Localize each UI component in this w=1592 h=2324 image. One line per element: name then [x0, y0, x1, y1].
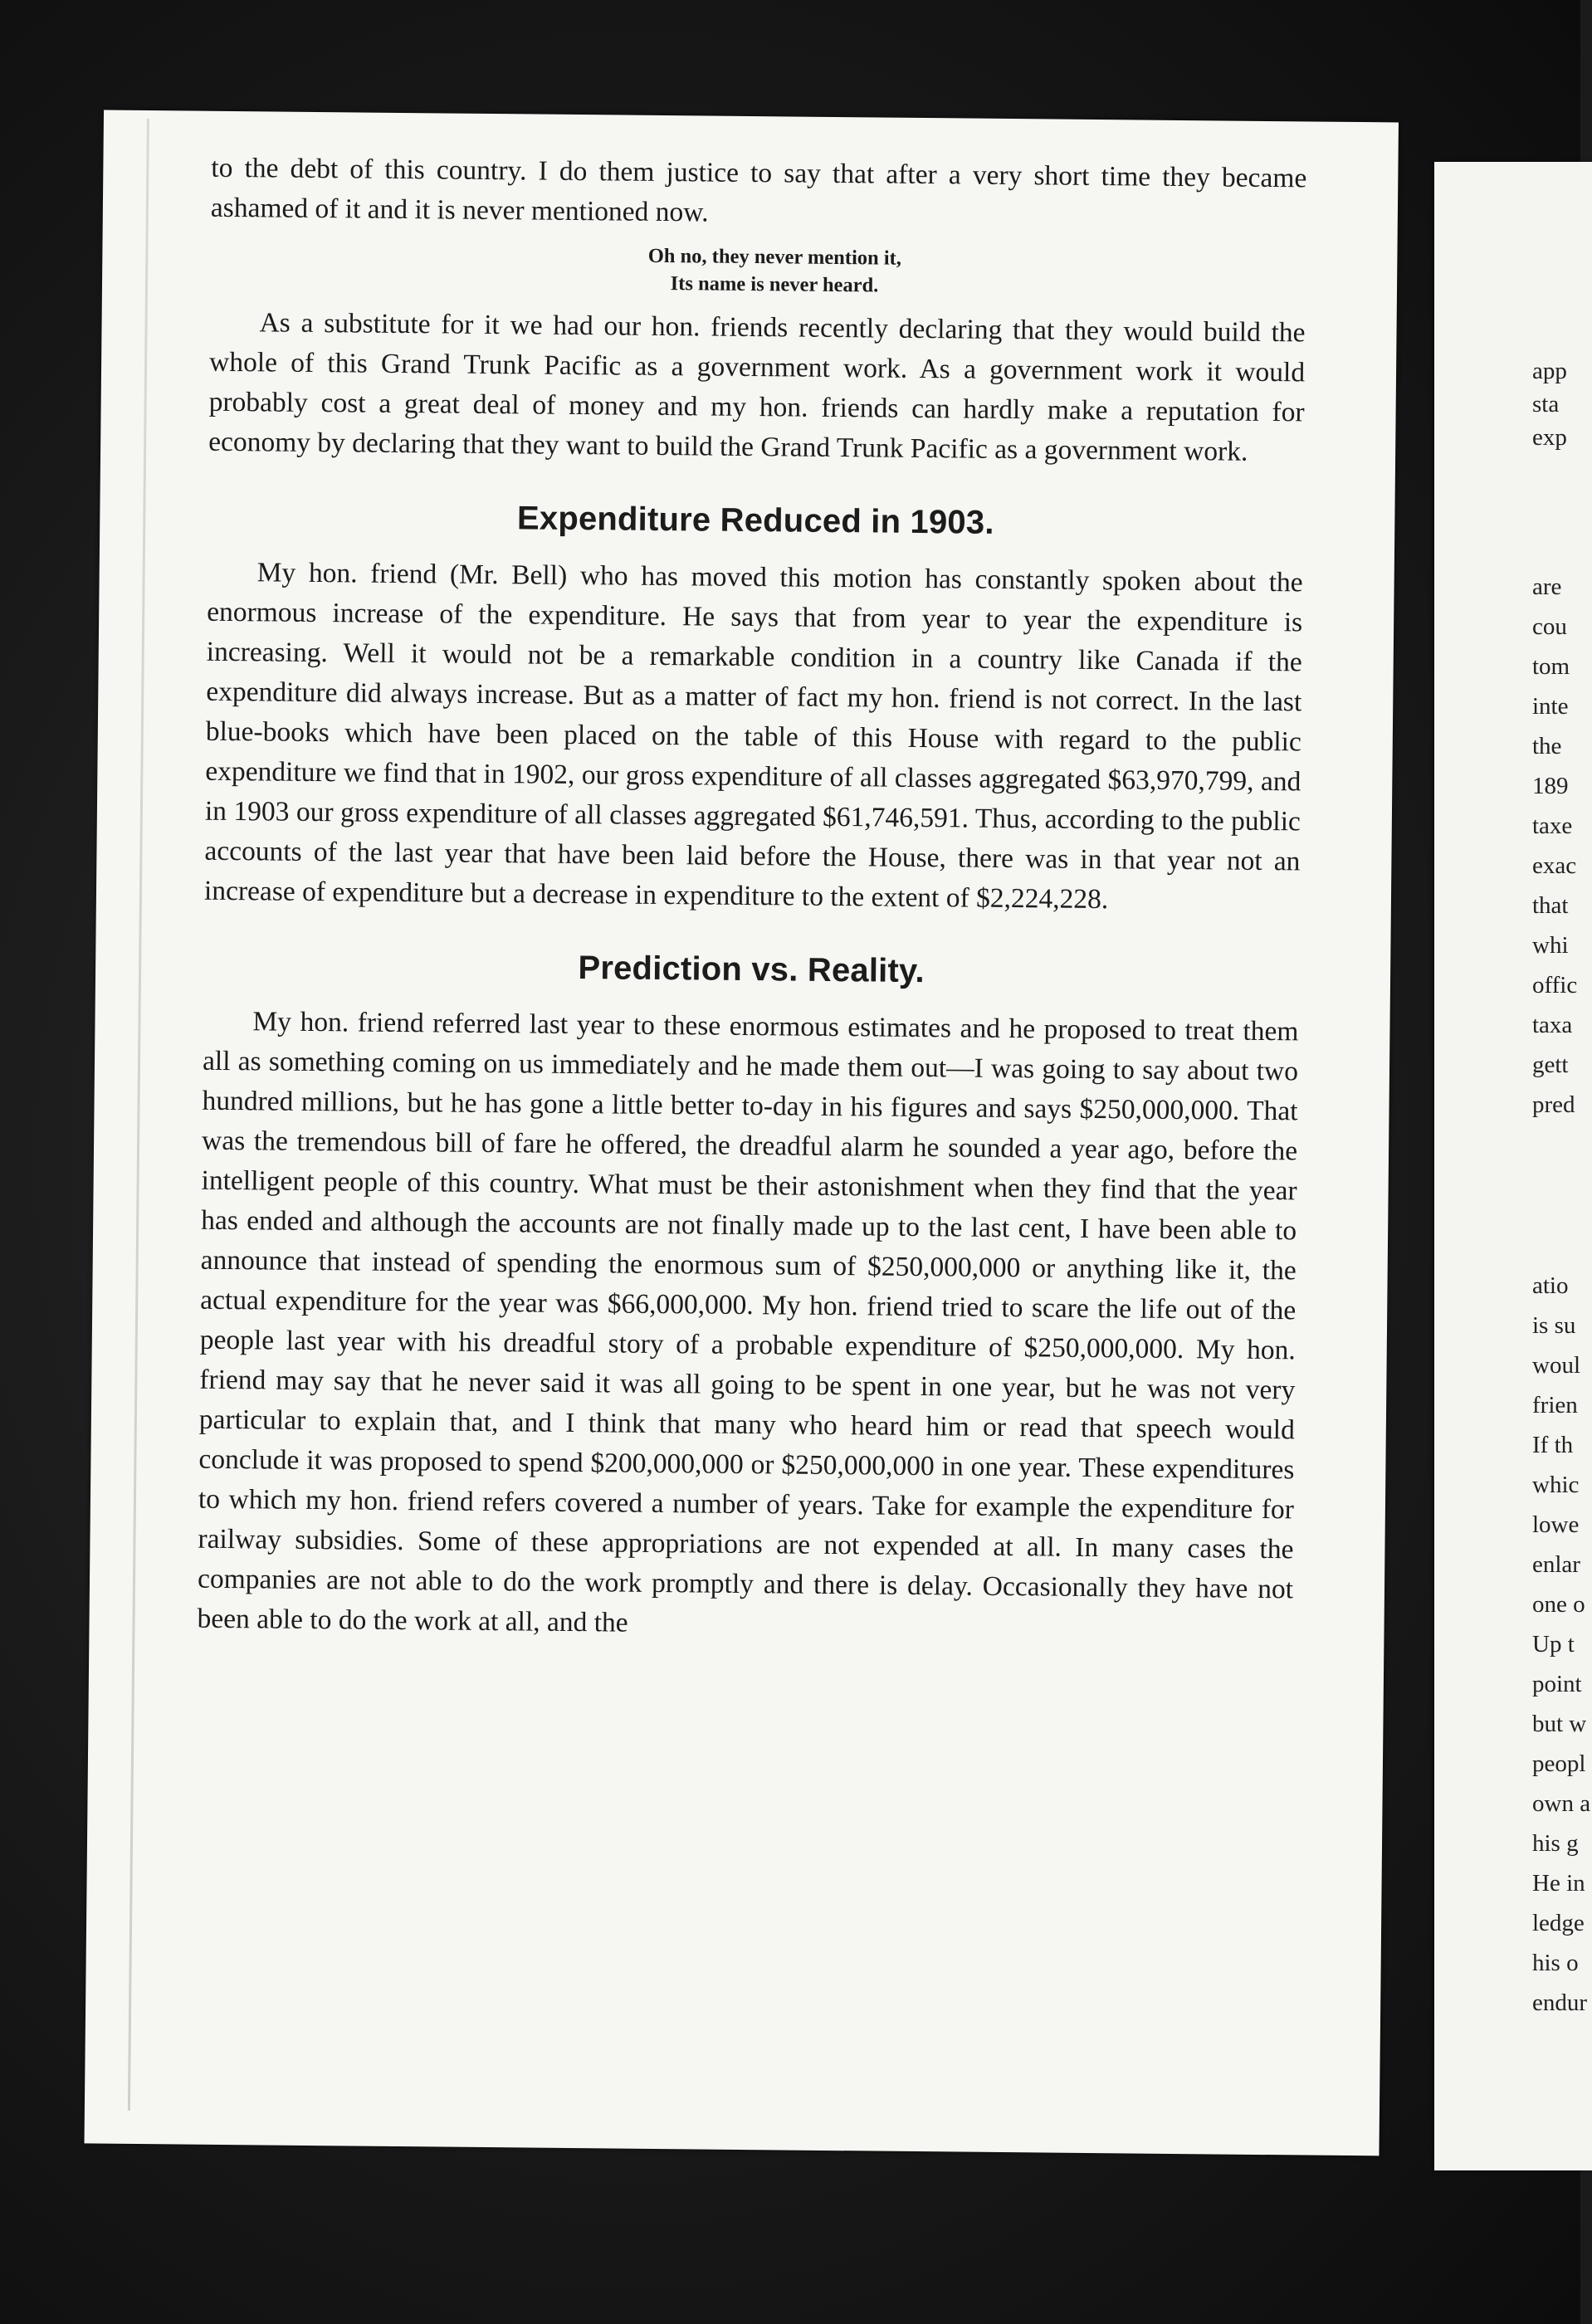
paragraph: My hon. friend (Mr. Bell) who has moved this motion has constantly spoken about the enormous increase of the expenditure. He says that from year to year the expenditure is increasing. Well it would not be a remarkable condition in a country like Canada if the expenditure did always increase. But as a matter of fact my hon. friend is not correct. In the last blue-books which have been placed on the table of this House with regard to the public expenditure we find that in 1902, our gross expenditure of all classes aggregated $63,970,799, and in 1903 our gross expenditure of all classes aggregated $61,746,591. Thus, according to the public accounts of the last year that have been laid before the House, there was in that year not an increase of expenditure but a decrease in expenditure to the extent of $2,224,228.: [203, 557, 1303, 915]
document-page: [85, 110, 1399, 2156]
facing-page-fragment: the: [1532, 733, 1562, 759]
facing-page-fragment: his o: [1532, 1950, 1579, 1976]
verse-line: Oh no, they never mention it,: [647, 244, 902, 270]
facing-page-fragment: sta: [1532, 391, 1560, 417]
facing-page-fragment: tom: [1532, 653, 1570, 680]
facing-page-fragment: 189: [1532, 773, 1569, 799]
facing-page-fragment: his g: [1532, 1830, 1579, 1857]
facing-page-fragment: one o: [1532, 1591, 1585, 1618]
facing-page-fragment: are: [1532, 574, 1562, 600]
facing-page-fragment: ledge: [1532, 1910, 1585, 1936]
page-content: [197, 149, 1306, 1650]
paragraph: My hon. friend referred last year to these enormous estimates and he proposed to treat them all as something coming on us immediately and he made them out—I was going to say about two hundred millions, but he has gone a little better to-day in his figures and says $250,000,000. That was the tremendous bill of fare he offered, the dreadful alarm he sounded a year ago, before the intelligent people of this country. What must be their astonishment when they find that the year has ended and although the accounts are not finally made up to the last cent, I have been able to announce that instead of spending the enormous sum of $250,000,000 or anything like it, the actual expenditure for the year was $66,000,000. My hon. friend tried to scare the life out of the people last year with his dreadful story of a probable expenditure of $250,000,000. My hon. friend may say that he never said it was all going to be spent in one year, but he was not very particular to explain that, and I think that many who heard him or read that speech would conclude it was proposed to spend $200,000,000 or $250,000,000 in one year. These expenditures to which my hon. friend refers covered a number of years. Take for example the expenditure for railway subsidies. Some of these appropriations are not expended at all. In many cases the companies are not able to do the work promptly and there is delay. Occasionally they have not been able to do the work at all, and the: [197, 1006, 1299, 1638]
facing-page-fragment: exp: [1532, 424, 1567, 451]
facing-page-fragment: whi: [1532, 932, 1569, 959]
opening-paragraph: to the debt of this country. I do them justice to say that after a very short time they became ashamed of it and it is never mentioned now.: [210, 152, 1307, 228]
facing-page-fragment: Up t: [1532, 1631, 1575, 1658]
facing-page-fragment: If th: [1532, 1432, 1574, 1458]
facing-page-fragment: own a: [1532, 1790, 1591, 1817]
facing-page-fragment: endur: [1532, 1990, 1588, 2016]
facing-page-fragment: gett: [1532, 1052, 1569, 1078]
facing-page-fragment: atio: [1532, 1272, 1569, 1299]
facing-page: [1434, 162, 1592, 2170]
facing-page-fragment: pred: [1532, 1091, 1575, 1118]
facing-page-fragment: that: [1532, 892, 1569, 919]
facing-page-fragment: whic: [1532, 1472, 1580, 1498]
facing-page-fragment: app: [1532, 358, 1567, 384]
facing-page-fragment: is su: [1532, 1312, 1576, 1339]
facing-page-fragment: He in: [1532, 1870, 1585, 1897]
facing-page-fragment: point: [1532, 1671, 1582, 1697]
facing-page-fragment: enlar: [1532, 1551, 1580, 1578]
page-edge: [128, 119, 149, 2111]
facing-page-fragment: inte: [1532, 693, 1569, 720]
verse-line: Its name is never heard.: [670, 272, 879, 297]
facing-page-fragment: peopl: [1532, 1750, 1586, 1777]
facing-page-fragment: taxa: [1532, 1012, 1573, 1038]
facing-page-fragment: offic: [1532, 972, 1578, 998]
facing-page-fragment: taxe: [1532, 813, 1573, 839]
facing-page-fragment: but w: [1532, 1711, 1587, 1737]
facing-page-fragment: cou: [1532, 613, 1567, 640]
facing-page-fragment: exac: [1532, 852, 1577, 879]
facing-page-fragment: lowe: [1532, 1511, 1580, 1538]
facing-page-fragment: frien: [1532, 1392, 1578, 1418]
section-heading: Prediction vs. Reality.: [578, 950, 925, 990]
section-heading: Expenditure Reduced in 1903.: [516, 500, 994, 541]
facing-page-fragment: woul: [1532, 1352, 1580, 1379]
verse-quotation: [210, 238, 1306, 304]
paragraph: As a substitute for it we had our hon. friends recently declaring that they would build the whole of this Grand Trunk Pacific as a government work. As a government work it would probably cost a great deal of money and my hon. friends can hardly make a reputation for economy by declaring that they want to build the Grand Trunk Pacific as a government work.: [208, 307, 1306, 467]
